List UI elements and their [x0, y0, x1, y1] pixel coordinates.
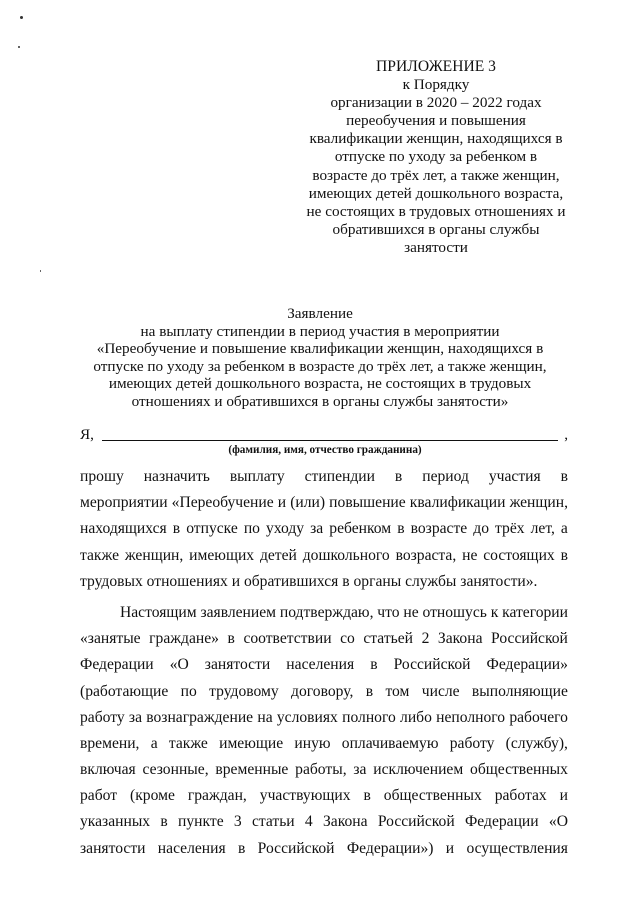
title-line: «Переобучение и повышение квалификации женщин, находящихся в [96, 340, 544, 358]
word: по [180, 682, 197, 700]
word: соответствии [243, 630, 332, 648]
text-line [80, 783, 568, 809]
word: что [377, 603, 400, 621]
word: трёх [495, 520, 525, 538]
word: мероприятии [80, 494, 168, 512]
word: указанных [80, 813, 151, 831]
word: назначить [143, 468, 210, 485]
word: период [422, 468, 469, 485]
word: а [560, 520, 568, 538]
word: квалификации [409, 494, 506, 512]
appendix-header [300, 58, 572, 257]
word: Закона [322, 813, 368, 831]
word: оплачиваемую [341, 734, 439, 752]
word: отношусь [422, 603, 487, 621]
word: занятости [204, 656, 271, 674]
text-line [80, 569, 568, 595]
word: дошкольного [302, 546, 390, 564]
word: в [365, 682, 374, 700]
word: Российской [393, 656, 471, 674]
word: в [370, 656, 378, 674]
word: занятости [80, 839, 146, 857]
word: Федерации [80, 656, 154, 674]
word: пункте [178, 813, 224, 831]
word: Настоящим [120, 603, 197, 621]
word: числе [421, 682, 460, 700]
word: лет, [530, 520, 555, 538]
word: в [397, 520, 405, 538]
title-line: отпуске по уходу за ребенком в возрасте до трёх лет, а также женщин, [93, 357, 547, 375]
word: выплату [229, 468, 285, 485]
word: женщин, [509, 494, 568, 512]
word: (работающие [80, 682, 169, 700]
word: в [560, 546, 568, 564]
word: в [394, 468, 403, 485]
word: в [160, 813, 168, 831]
word: не [462, 546, 478, 564]
word: в [363, 787, 371, 805]
applicant-suffix: , [564, 426, 568, 443]
word: до [473, 520, 489, 538]
word: находящихся [80, 520, 167, 538]
word: за [128, 708, 142, 726]
word: и [445, 839, 455, 857]
word: категории [502, 603, 568, 621]
appendix-line: имеющих детей дошкольного возраста, [308, 184, 564, 202]
word: работы, [295, 761, 347, 779]
appendix-line: обратившихся в органы службы [332, 220, 540, 238]
word: уходу [266, 520, 305, 538]
appendix-line: ПРИЛОЖЕНИЕ 3 [376, 58, 496, 75]
word: граждан, [187, 787, 247, 805]
word: договору, [291, 682, 354, 700]
word: трудовых отношениях и обратившихся в органы службы занятости». [80, 572, 538, 590]
word: иную [294, 734, 331, 752]
word: и [277, 494, 287, 512]
appendix-line: переобучения и повышения [346, 112, 526, 130]
title-line: на выплату стипендии в период участия в мероприятии [140, 322, 500, 340]
word: подтверждаю, [279, 603, 374, 621]
word: населения [157, 839, 226, 857]
word: в [172, 520, 181, 538]
text-line [80, 626, 568, 652]
word: и [559, 787, 568, 805]
word: имеющие [219, 734, 284, 752]
word: (службу), [505, 734, 568, 752]
word: включая [80, 761, 136, 779]
word: работу [449, 734, 495, 752]
word: в [227, 630, 235, 648]
title-heading: Заявление [287, 305, 353, 322]
word: Федерации [464, 813, 539, 831]
word: а [150, 734, 158, 752]
title-line: имеющих детей дошкольного возраста, не состоящих в трудовых [108, 375, 532, 393]
word: возраста, [395, 546, 457, 564]
word: осуществления [466, 839, 568, 857]
word: (кроме [130, 787, 175, 805]
appendix-line: занятости [404, 238, 468, 256]
word: временные [215, 761, 289, 779]
applicant-line [80, 426, 570, 444]
text-line [80, 809, 568, 835]
appendix-line: квалификации женщин, находящихся в [309, 130, 563, 148]
scan-speck [18, 46, 20, 48]
word: выполняющие [471, 682, 568, 700]
scan-speck [20, 16, 23, 19]
text-line [80, 600, 568, 626]
word: общественных [383, 787, 482, 805]
word: Российской [491, 630, 568, 648]
word: населения [286, 656, 355, 674]
word: стипендии [304, 468, 375, 485]
word: граждане» [149, 630, 219, 648]
word: времени, [80, 734, 140, 752]
word: повышение [329, 494, 406, 512]
text-line [80, 464, 568, 490]
text-line [80, 757, 568, 783]
text-line [80, 679, 568, 705]
word: 3 [233, 813, 242, 831]
word: Российской [257, 839, 335, 857]
scan-speck [40, 270, 41, 272]
appendix-line: не состоящих в трудовых отношениях и [306, 202, 566, 220]
word: по [243, 520, 260, 538]
word: Российской [377, 813, 455, 831]
word: на [257, 708, 273, 726]
word: в [237, 839, 246, 857]
text-line [80, 731, 568, 757]
applicant-prefix: Я, [80, 426, 94, 443]
word: либо [400, 708, 432, 726]
word: детей [259, 546, 297, 564]
text-line [80, 652, 568, 678]
word: в [560, 468, 568, 485]
applicant-caption: (фамилия, имя, отчество гражданина) [228, 444, 422, 456]
paragraph-request [80, 464, 568, 595]
appendix-line: отпуске по уходу за ребенком в [334, 148, 538, 166]
word: статьей [363, 630, 414, 648]
word: условиях [276, 708, 338, 726]
word: Закона [437, 630, 483, 648]
word: общественных [470, 761, 568, 779]
word: женщин, [124, 546, 184, 564]
appendix-line: возрасте до трёх лет, а также женщин, [312, 166, 560, 184]
word: «О [169, 656, 189, 674]
word: том [385, 682, 410, 700]
word: исключением [373, 761, 464, 779]
word: возрасте [410, 520, 468, 538]
word: не [403, 603, 419, 621]
paragraph-confirmation [80, 600, 568, 862]
word: заявлением [200, 603, 277, 621]
applicant-name-field[interactable] [102, 440, 558, 441]
word: сезонные, [142, 761, 209, 779]
word: отпуске [186, 520, 238, 538]
word: рабочего [509, 708, 568, 726]
title-line: отношениях и обратившихся в органы службы занятости» [131, 392, 509, 410]
word: участвующих [259, 787, 351, 805]
text-line [80, 705, 568, 731]
word: 4 [304, 813, 313, 831]
word: работу [80, 708, 125, 726]
text-line [80, 490, 568, 516]
text-line [80, 543, 568, 569]
word: «О [548, 813, 568, 831]
word: со [340, 630, 355, 648]
word: прошу [80, 468, 124, 485]
document-title [72, 305, 568, 411]
word: 2 [421, 630, 430, 648]
word: имеющих [189, 546, 255, 564]
word: вознаграждение [146, 708, 254, 726]
word: ребенком [329, 520, 392, 538]
word: «Переобучение [171, 494, 274, 512]
word: полного [342, 708, 396, 726]
word: статьи [251, 813, 295, 831]
text-line [80, 516, 568, 542]
word: за [310, 520, 324, 538]
appendix-line: организации в 2020 – 2022 годах [330, 94, 542, 112]
word: «занятые [80, 630, 141, 648]
word: Федерации» [486, 656, 568, 674]
appendix-line: к Порядку [402, 76, 470, 94]
word: участия [488, 468, 541, 485]
word: также [80, 546, 119, 564]
word: неполного [436, 708, 506, 726]
word: трудовому [209, 682, 279, 700]
word: (или) [290, 494, 326, 512]
word: работах [494, 787, 547, 805]
word: за [353, 761, 367, 779]
word: к [490, 603, 499, 621]
word: работ [80, 787, 118, 805]
word: Федерации») [346, 839, 434, 857]
word: также [168, 734, 208, 752]
text-line [80, 836, 568, 862]
document-body [80, 464, 568, 862]
word: состоящих [483, 546, 555, 564]
